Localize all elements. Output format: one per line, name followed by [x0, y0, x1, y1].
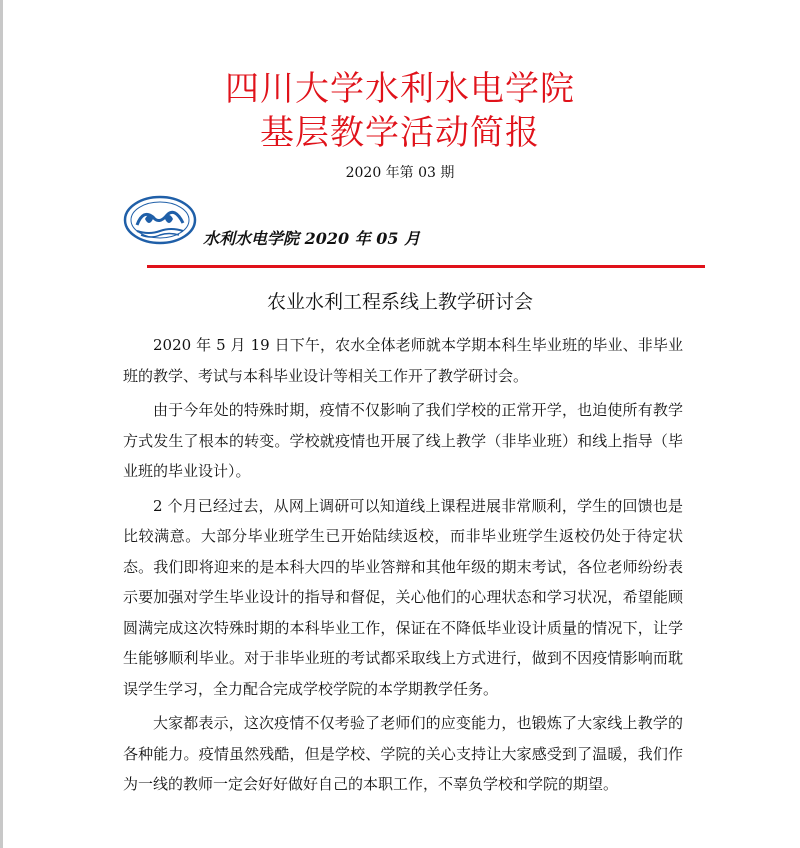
university-logo-icon: [123, 195, 197, 245]
article-paragraph: 2020 年 5 月 19 日下午，农水全体老师就本学期本科生毕业班的毕业、非毕业班的教学、考试与本科毕业设计等相关工作开了教学研讨会。: [123, 336, 683, 385]
newsletter-title-line2: 基层教学活动简报: [260, 113, 540, 153]
article-paragraph: 大家都表示，这次疫情不仅考验了老师们的应变能力，也锻炼了大家线上教学的各种能力。疫情虽然残酷，但是学校、学院的关心支持让大家感受到了温暖，我们作为一线的教师一定会好好做好自己的本职工作，不辜负学校和学院的期望。: [123, 714, 683, 793]
article-paragraph: 2 个月已经过去，从网上调研可以知道线上课程进展非常顺利，学生的回馈也是比较满意。大部分毕业班学生已开始陆续返校，而非毕业班学生返校仍处于待定状态。我们即将迎来的是本科大四的毕业答辩和其他年级的期末考试，各位老师纷纷表示要加强对学生毕业设计的指导和督促，关心他们的心理状态和学习状况，希望能顾圆满完成这次特殊时期的本科毕业工作，保证在不降低毕业设计质量的情况下，让学生能够顺利毕业。对于非毕业班的考试都采取线上方式进行，做到不因疫情影响而耽误学生学习，全力配合完成学校学院的本学期教学任务。: [123, 496, 683, 698]
article-paragraph: 由于今年处的特殊时期，疫情不仅影响了我们学校的正常开学，也迫使所有教学方式发生了根本的转变。学校就疫情也开展了线上教学（非毕业班）和线上指导（毕业班的毕业设计）。: [123, 401, 683, 480]
newsletter-title-line1: 四川大学水利水电学院: [225, 69, 575, 109]
issue-number: 2020 年第 03 期: [345, 165, 455, 181]
article-title: 农业水利工程系线上教学研讨会: [266, 291, 533, 313]
header-divider: [147, 265, 705, 268]
article-body: [123, 330, 683, 804]
organization-and-date: 水利水电学院 2020 年 05 月: [203, 229, 421, 248]
